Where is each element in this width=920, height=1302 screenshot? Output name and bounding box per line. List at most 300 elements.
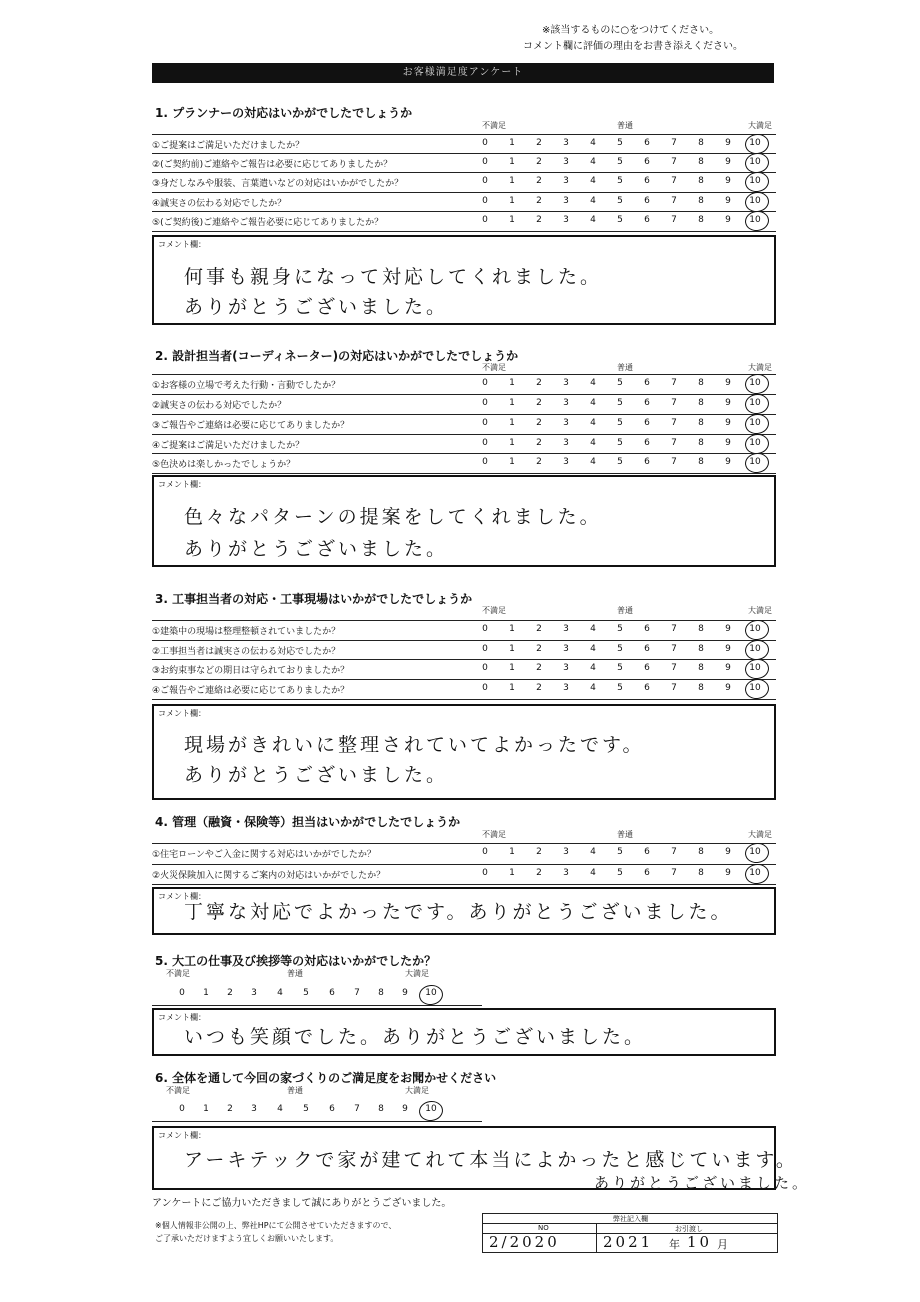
- rating-option[interactable]: 5: [303, 988, 309, 998]
- rating-option[interactable]: 0: [482, 215, 488, 225]
- rating-option[interactable]: 5: [617, 176, 623, 186]
- rating-option[interactable]: 10: [749, 624, 761, 634]
- rating-option[interactable]: 10: [749, 438, 761, 448]
- rating-option[interactable]: 8: [698, 176, 704, 186]
- rating-option[interactable]: 1: [509, 438, 515, 448]
- question-text: ①ご提案はご満足いただけましたか？: [152, 141, 305, 151]
- rating-option[interactable]: 6: [644, 624, 650, 634]
- rating-option[interactable]: 4: [590, 683, 596, 693]
- scale-low-label: 不満足: [482, 121, 506, 130]
- question-text: ③ご報告やご連絡は必要に応じてありましたか？: [152, 421, 350, 431]
- section-title: 2. 設計担当者(コーディネーター)の対応はいかがでしたでしょうか: [155, 349, 519, 363]
- comment-box: [152, 235, 776, 325]
- footer-thanks: アンケートにご協力いただきまして誠にありがとうございました。: [152, 1198, 452, 1209]
- question-text: ①建築中の現場は整理整頓されていましたか？: [152, 627, 341, 637]
- rating-option[interactable]: 9: [725, 457, 731, 467]
- rating-option[interactable]: 3: [563, 398, 569, 408]
- rating-option[interactable]: 8: [698, 438, 704, 448]
- rating-option[interactable]: 0: [482, 398, 488, 408]
- rating-option[interactable]: 0: [482, 868, 488, 878]
- rating-option[interactable]: 0: [482, 418, 488, 428]
- rating-option[interactable]: 9: [725, 418, 731, 428]
- rating-option[interactable]: 0: [482, 378, 488, 388]
- rating-option[interactable]: 9: [725, 398, 731, 408]
- rating-option[interactable]: 1: [203, 1104, 209, 1114]
- rating-option[interactable]: 3: [251, 1104, 257, 1114]
- rating-option[interactable]: 9: [402, 1104, 408, 1114]
- rating-option[interactable]: 9: [725, 868, 731, 878]
- rating-option[interactable]: 5: [617, 457, 623, 467]
- comment-handwriting: 現場がきれいに整理されていてよかったです。: [184, 734, 645, 756]
- question-row: [152, 153, 776, 173]
- rating-option[interactable]: 10: [749, 644, 761, 654]
- rating-option[interactable]: 8: [698, 847, 704, 857]
- question-row: [152, 394, 776, 414]
- comment-handwriting: 色々なパターンの提案をしてくれました。: [184, 506, 602, 528]
- section-title: 5. 大工の仕事及び挨拶等の対応はいかがでしたか？: [155, 954, 437, 968]
- question-text: ②(ご契約前)ご連絡やご報告は必要に応じてありましたか？: [152, 160, 393, 170]
- rating-option[interactable]: 1: [509, 378, 515, 388]
- scale-low-label: 不満足: [482, 363, 506, 372]
- rating-option[interactable]: 1: [509, 663, 515, 673]
- rating-option[interactable]: 9: [402, 988, 408, 998]
- rating-option[interactable]: 2: [536, 683, 542, 693]
- rating-option[interactable]: 10: [425, 988, 437, 998]
- rating-option[interactable]: 2: [536, 624, 542, 634]
- comment-box: [152, 1008, 776, 1056]
- comment-handwriting: 何事も親身になって対応してくれました。: [184, 266, 603, 288]
- rating-option[interactable]: 10: [749, 196, 761, 206]
- rating-option[interactable]: 7: [671, 398, 677, 408]
- rating-option[interactable]: 5: [617, 868, 623, 878]
- rating-option[interactable]: 8: [698, 398, 704, 408]
- rating-option[interactable]: 6: [644, 176, 650, 186]
- rating-option[interactable]: 10: [749, 157, 761, 167]
- rating-option[interactable]: 6: [644, 398, 650, 408]
- rating-option[interactable]: 7: [671, 196, 677, 206]
- question-row: [152, 434, 776, 454]
- rating-option[interactable]: 5: [617, 847, 623, 857]
- question-text: ②誠実さの伝わる対応でしたか？: [152, 401, 287, 411]
- selected-rating-circle: [744, 862, 771, 885]
- selected-rating-circle: [744, 841, 771, 864]
- rating-option[interactable]: 2: [536, 196, 542, 206]
- question-row: [152, 620, 776, 640]
- question-text: ⑤(ご契約後)ご連絡やご報告必要に応じてありましたか？: [152, 218, 384, 228]
- rating-option[interactable]: 4: [590, 176, 596, 186]
- rating-option[interactable]: 4: [277, 988, 283, 998]
- rating-option[interactable]: 7: [671, 438, 677, 448]
- rating-option[interactable]: 7: [671, 847, 677, 857]
- rating-option[interactable]: 6: [644, 378, 650, 388]
- rating-option[interactable]: 5: [303, 1104, 309, 1114]
- section-title: 3. 工事担当者の対応・工事現場はいかがでしたでしょうか: [155, 592, 473, 606]
- rating-option[interactable]: 9: [725, 176, 731, 186]
- rating-option[interactable]: 6: [329, 988, 335, 998]
- rating-option[interactable]: 0: [482, 644, 488, 654]
- selected-rating-circle: [744, 657, 771, 680]
- office-no-value: 2/2020: [489, 1233, 560, 1251]
- rating-option[interactable]: 8: [698, 378, 704, 388]
- rating-option[interactable]: 6: [644, 215, 650, 225]
- rating-option[interactable]: 1: [509, 868, 515, 878]
- rating-scale: [0, 988, 920, 1004]
- comment-label: コメント欄：: [158, 1013, 206, 1022]
- rating-option[interactable]: 5: [617, 215, 623, 225]
- rating-option[interactable]: 6: [329, 1104, 335, 1114]
- rating-option[interactable]: 9: [725, 215, 731, 225]
- scale-low-label: 不満足: [482, 606, 506, 615]
- office-use-title: 弊社記入欄: [613, 1215, 648, 1223]
- rating-option[interactable]: 5: [617, 624, 623, 634]
- rating-option[interactable]: 7: [671, 138, 677, 148]
- comment-box: [152, 887, 776, 935]
- rating-option[interactable]: 1: [509, 644, 515, 654]
- rating-option[interactable]: 0: [482, 196, 488, 206]
- question-text: ④ご報告やご連絡は必要に応じてありましたか？: [152, 686, 350, 696]
- rating-option[interactable]: 0: [482, 624, 488, 634]
- rating-option[interactable]: 4: [590, 868, 596, 878]
- rating-option[interactable]: 2: [536, 176, 542, 186]
- rating-option[interactable]: 4: [590, 378, 596, 388]
- rating-option[interactable]: 8: [698, 196, 704, 206]
- rating-option[interactable]: 5: [617, 418, 623, 428]
- rating-option[interactable]: 9: [725, 438, 731, 448]
- rating-option[interactable]: 3: [563, 868, 569, 878]
- rating-option[interactable]: 6: [644, 438, 650, 448]
- rating-option[interactable]: 4: [590, 847, 596, 857]
- scale-low-label: 不満足: [166, 969, 190, 978]
- selected-rating-circle: [418, 983, 445, 1006]
- rating-option[interactable]: 0: [179, 988, 185, 998]
- rating-option[interactable]: 0: [482, 438, 488, 448]
- rating-option[interactable]: 3: [563, 196, 569, 206]
- selected-rating-circle: [744, 392, 771, 415]
- rating-option[interactable]: 4: [590, 138, 596, 148]
- rating-option[interactable]: 10: [749, 457, 761, 467]
- rating-scale: [0, 1104, 920, 1120]
- rating-option[interactable]: 1: [509, 418, 515, 428]
- rating-option[interactable]: 7: [671, 418, 677, 428]
- rating-option[interactable]: 3: [563, 157, 569, 167]
- rating-option[interactable]: 8: [698, 683, 704, 693]
- rating-option[interactable]: 6: [644, 868, 650, 878]
- rating-option[interactable]: 0: [482, 176, 488, 186]
- rating-option[interactable]: 0: [482, 457, 488, 467]
- question-row: [152, 211, 776, 232]
- question-text: ⑤色決めは楽しかったでしょうか？: [152, 460, 296, 470]
- comment-handwriting: いつも笑顔でした。ありがとうございました。: [184, 1026, 647, 1048]
- selected-rating-circle: [418, 1099, 445, 1122]
- rating-option[interactable]: 6: [644, 418, 650, 428]
- selected-rating-circle: [744, 412, 771, 435]
- rating-option[interactable]: 3: [563, 644, 569, 654]
- rating-option[interactable]: 10: [749, 418, 761, 428]
- scale-high-label: 大満足: [748, 830, 772, 839]
- rating-option[interactable]: 3: [563, 215, 569, 225]
- rating-option[interactable]: 2: [536, 663, 542, 673]
- rating-option[interactable]: 4: [590, 457, 596, 467]
- comment-label: コメント欄：: [158, 1131, 206, 1140]
- rating-option[interactable]: 6: [644, 157, 650, 167]
- rating-option[interactable]: 10: [425, 1104, 437, 1114]
- rating-option[interactable]: 4: [590, 157, 596, 167]
- rating-option[interactable]: 10: [749, 663, 761, 673]
- question-row: [152, 453, 776, 474]
- question-text: ①お客様の立場で考えた行動・言動でしたか？: [152, 381, 341, 391]
- question-row: [152, 414, 776, 434]
- rating-option[interactable]: 1: [509, 215, 515, 225]
- rating-option[interactable]: 7: [671, 624, 677, 634]
- office-year-value: 2021: [603, 1233, 654, 1251]
- question-text: ④ご提案はご満足いただけましたか？: [152, 441, 305, 451]
- rating-option[interactable]: 2: [536, 398, 542, 408]
- rating-option[interactable]: 7: [671, 644, 677, 654]
- rating-option[interactable]: 3: [563, 847, 569, 857]
- rating-option[interactable]: 10: [749, 176, 761, 186]
- comment-handwriting: アーキテックで家が建てれて本当によかったと感じています。: [184, 1149, 798, 1171]
- question-row: [152, 172, 776, 192]
- rating-option[interactable]: 6: [644, 663, 650, 673]
- rating-option[interactable]: 4: [590, 418, 596, 428]
- rating-option[interactable]: 1: [509, 624, 515, 634]
- rating-option[interactable]: 8: [698, 457, 704, 467]
- rating-option[interactable]: 9: [725, 138, 731, 148]
- question-row: [152, 679, 776, 700]
- question-row: [152, 864, 776, 885]
- rating-option[interactable]: 9: [725, 157, 731, 167]
- scale-mid-label: 普通: [617, 121, 633, 130]
- question-text: ②工事担当者は誠実さの伝わる対応でしたか？: [152, 647, 341, 657]
- comment-handwriting: ありがとうございました。: [184, 296, 449, 318]
- rating-option[interactable]: 7: [671, 215, 677, 225]
- section-title: 6. 全体を通して今回の家づくりのご満足度をお聞かせください: [155, 1071, 497, 1085]
- comment-label: コメント欄：: [158, 240, 206, 249]
- rating-option[interactable]: 8: [698, 215, 704, 225]
- footer-privacy-2: ご了承いただけますよう宜しくお願いいたします。: [155, 1234, 339, 1243]
- rating-option[interactable]: 0: [482, 683, 488, 693]
- rating-option[interactable]: 6: [644, 847, 650, 857]
- office-no-label: NO: [538, 1224, 549, 1232]
- rating-option[interactable]: 8: [698, 138, 704, 148]
- rating-option[interactable]: 1: [509, 196, 515, 206]
- rating-option[interactable]: 6: [644, 196, 650, 206]
- rating-option[interactable]: 7: [671, 378, 677, 388]
- rating-option[interactable]: 10: [749, 683, 761, 693]
- office-year-unit: 年: [669, 1238, 680, 1251]
- rating-option[interactable]: 3: [563, 176, 569, 186]
- rating-option[interactable]: 1: [509, 176, 515, 186]
- rating-option[interactable]: 6: [644, 457, 650, 467]
- rating-option[interactable]: 1: [509, 683, 515, 693]
- comment-label: コメント欄：: [158, 480, 206, 489]
- comment-handwriting: 丁寧な対応でよかったです。ありがとうございました。: [184, 901, 733, 923]
- rating-option[interactable]: 0: [179, 1104, 185, 1114]
- comment-box: [152, 704, 776, 800]
- rating-option[interactable]: 6: [644, 683, 650, 693]
- rating-option[interactable]: 0: [482, 157, 488, 167]
- rating-option[interactable]: 9: [725, 196, 731, 206]
- rating-option[interactable]: 4: [590, 196, 596, 206]
- rating-option[interactable]: 2: [536, 847, 542, 857]
- rating-option[interactable]: 5: [617, 438, 623, 448]
- comment-handwriting: ありがとうございました。: [184, 764, 449, 786]
- rating-option[interactable]: 3: [563, 624, 569, 634]
- selected-rating-circle: [744, 372, 771, 395]
- rating-option[interactable]: 5: [617, 683, 623, 693]
- scale-mid-label: 普通: [287, 969, 303, 978]
- rating-option[interactable]: 3: [251, 988, 257, 998]
- rating-option[interactable]: 9: [725, 847, 731, 857]
- rating-option[interactable]: 10: [749, 868, 761, 878]
- scale-mid-label: 普通: [617, 363, 633, 372]
- question-text: ③お約束事などの期日は守られておりましたか？: [152, 666, 350, 676]
- rating-option[interactable]: 2: [536, 157, 542, 167]
- rating-option[interactable]: 8: [698, 868, 704, 878]
- rating-option[interactable]: 2: [536, 438, 542, 448]
- rating-option[interactable]: 1: [509, 457, 515, 467]
- rating-option[interactable]: 0: [482, 138, 488, 148]
- rating-option[interactable]: 8: [698, 157, 704, 167]
- rating-option[interactable]: 0: [482, 663, 488, 673]
- scale-mid-label: 普通: [617, 606, 633, 615]
- question-text: ②火災保険加入に関するご案内の対応はいかがでしたか？: [152, 871, 386, 881]
- scale-mid-label: 普通: [617, 830, 633, 839]
- question-text: ③身だしなみや服装、言葉遣いなどの対応はいかがでしたか？: [152, 179, 404, 189]
- comment-handwriting: ありがとうございました。: [184, 538, 449, 560]
- selected-rating-circle: [744, 618, 771, 641]
- rating-option[interactable]: 4: [590, 644, 596, 654]
- rating-option[interactable]: 5: [617, 196, 623, 206]
- rating-option[interactable]: 2: [536, 215, 542, 225]
- rating-option[interactable]: 1: [203, 988, 209, 998]
- question-text: ①住宅ローンやご入金に関する対応はいかがでしたか？: [152, 850, 376, 860]
- comment-label: コメント欄：: [158, 892, 206, 901]
- office-month-unit: 月: [717, 1238, 728, 1251]
- rating-option[interactable]: 3: [563, 418, 569, 428]
- rating-option[interactable]: 8: [378, 1104, 384, 1114]
- rating-option[interactable]: 3: [563, 438, 569, 448]
- instruction-note-2: コメント欄に評価の理由をお書き添えください。: [523, 41, 743, 52]
- rating-option[interactable]: 2: [227, 1104, 233, 1114]
- selected-rating-circle: [744, 170, 771, 193]
- rating-option[interactable]: 8: [698, 663, 704, 673]
- question-row: [152, 134, 776, 154]
- office-month-value: 10: [687, 1233, 713, 1251]
- rating-option[interactable]: 2: [536, 138, 542, 148]
- rating-option[interactable]: 5: [617, 644, 623, 654]
- scale-low-label: 不満足: [482, 830, 506, 839]
- rating-option[interactable]: 5: [617, 378, 623, 388]
- scale-high-label: 大満足: [748, 606, 772, 615]
- rating-option[interactable]: 1: [509, 398, 515, 408]
- question-row: [152, 192, 776, 212]
- rating-option[interactable]: 9: [725, 644, 731, 654]
- rating-option[interactable]: 2: [536, 868, 542, 878]
- scale-high-label: 大満足: [748, 121, 772, 130]
- question-row: [152, 659, 776, 679]
- rating-option[interactable]: 10: [749, 215, 761, 225]
- rating-option[interactable]: 10: [749, 378, 761, 388]
- rating-option[interactable]: 1: [509, 157, 515, 167]
- rating-option[interactable]: 7: [671, 683, 677, 693]
- rating-option[interactable]: 3: [563, 683, 569, 693]
- rating-option[interactable]: 8: [698, 644, 704, 654]
- rating-option[interactable]: 6: [644, 138, 650, 148]
- question-row: [152, 374, 776, 394]
- rating-option[interactable]: 5: [617, 157, 623, 167]
- rating-option[interactable]: 10: [749, 138, 761, 148]
- rating-option[interactable]: 7: [671, 868, 677, 878]
- question-row: [152, 640, 776, 660]
- rating-option[interactable]: 9: [725, 683, 731, 693]
- rating-option[interactable]: 4: [590, 663, 596, 673]
- rating-option[interactable]: 7: [354, 988, 360, 998]
- selected-rating-circle: [744, 677, 771, 700]
- rating-option[interactable]: 9: [725, 663, 731, 673]
- rating-option[interactable]: 9: [725, 378, 731, 388]
- rating-option[interactable]: 7: [671, 157, 677, 167]
- question-row: [152, 843, 776, 863]
- office-handover-label: お引渡し: [675, 1225, 703, 1233]
- rating-option[interactable]: 1: [509, 847, 515, 857]
- rating-option[interactable]: 2: [227, 988, 233, 998]
- rating-option[interactable]: 2: [536, 457, 542, 467]
- scale-low-label: 不満足: [166, 1086, 190, 1095]
- instruction-note-1: ※該当するものに○をつけてください。: [542, 25, 720, 36]
- rating-option[interactable]: 2: [536, 418, 542, 428]
- rating-option[interactable]: 3: [563, 663, 569, 673]
- section-title: 1. プランナーの対応はいかがでしたでしょうか: [155, 106, 413, 120]
- rating-option[interactable]: 8: [698, 418, 704, 428]
- office-use-box: [482, 1213, 778, 1253]
- rating-option[interactable]: 3: [563, 138, 569, 148]
- question-text: ④誠実さの伝わる対応でしたか？: [152, 199, 287, 209]
- scale-underline: [152, 1005, 482, 1006]
- rating-option[interactable]: 8: [698, 624, 704, 634]
- rating-option[interactable]: 7: [671, 663, 677, 673]
- rating-option[interactable]: 4: [277, 1104, 283, 1114]
- rating-option[interactable]: 5: [617, 398, 623, 408]
- rating-option[interactable]: 0: [482, 847, 488, 857]
- rating-option[interactable]: 3: [563, 457, 569, 467]
- comment-label: コメント欄：: [158, 709, 206, 718]
- rating-option[interactable]: 5: [617, 138, 623, 148]
- rating-option[interactable]: 4: [590, 215, 596, 225]
- rating-option[interactable]: 3: [563, 378, 569, 388]
- rating-option[interactable]: 7: [671, 457, 677, 467]
- scale-mid-label: 普通: [287, 1086, 303, 1095]
- scale-high-label: 大満足: [405, 969, 429, 978]
- rating-option[interactable]: 4: [590, 624, 596, 634]
- footer-privacy-1: ※個人情報非公開の上、弊社HPにて公開させていただきますので、: [155, 1221, 397, 1230]
- rating-option[interactable]: 6: [644, 644, 650, 654]
- rating-option[interactable]: 10: [749, 398, 761, 408]
- rating-option[interactable]: 8: [378, 988, 384, 998]
- rating-option[interactable]: 4: [590, 398, 596, 408]
- rating-option[interactable]: 1: [509, 138, 515, 148]
- rating-option[interactable]: 5: [617, 663, 623, 673]
- scale-high-label: 大満足: [748, 363, 772, 372]
- rating-option[interactable]: 7: [354, 1104, 360, 1114]
- rating-option[interactable]: 2: [536, 644, 542, 654]
- rating-option[interactable]: 9: [725, 624, 731, 634]
- rating-option[interactable]: 2: [536, 378, 542, 388]
- rating-option[interactable]: 10: [749, 847, 761, 857]
- comment-box: [152, 1126, 811, 1192]
- rating-option[interactable]: 7: [671, 176, 677, 186]
- rating-option[interactable]: 4: [590, 438, 596, 448]
